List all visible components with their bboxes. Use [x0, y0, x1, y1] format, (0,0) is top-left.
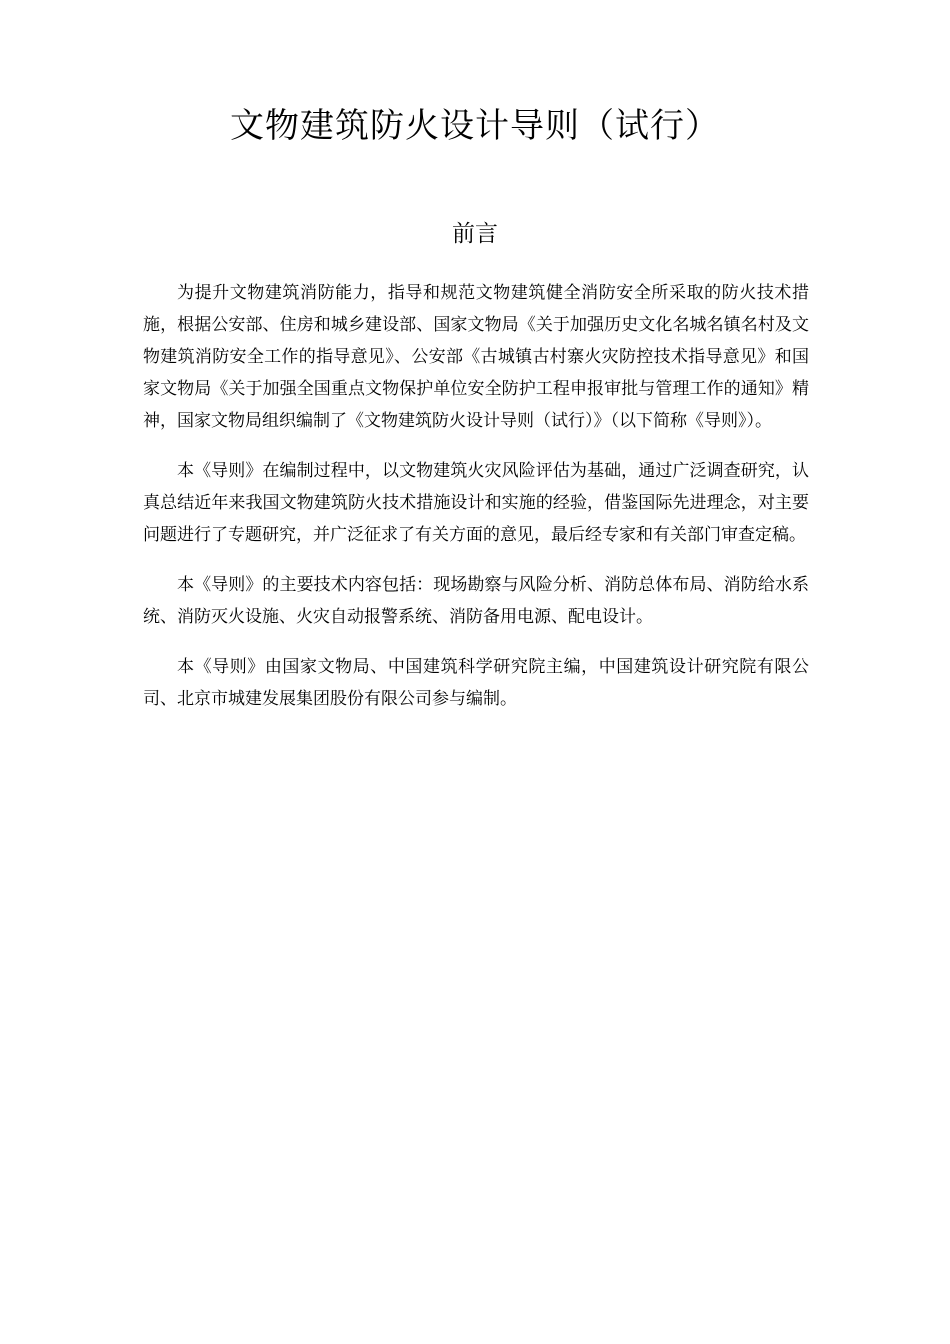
preface-body [143, 277, 809, 733]
section-heading-preface: 前言 [452, 221, 498, 247]
paragraph-3: 本《导则》的主要技术内容包括：现场勘察与风险分析、消防总体布局、消防给水系统、消防灭火设施、火灾自动报警系统、消防备用电源、配电设计。 [143, 575, 809, 627]
document-title: 文物建筑防火设计导则（试行） [230, 106, 720, 146]
paragraph-4: 本《导则》由国家文物局、中国建筑科学研究院主编，中国建筑设计研究院有限公司、北京市城建发展集团股份有限公司参与编制。 [143, 657, 809, 709]
paragraph-1: 为提升文物建筑消防能力，指导和规范文物建筑健全消防安全所采取的防火技术措施，根据公安部、住房和城乡建设部、国家文物局《关于加强历史文化名城名镇名村及文物建筑消防安全工作的指导意见》、公安部《古城镇古村寨火灾防控技术指导意见》和国家文物局《关于加强全国重点文物保护单位安全防护工程申报审批与管理工作的通知》精神，国家文物局组织编制了《文物建筑防火设计导则（试行）》（以下简称《导则》）。 [143, 283, 809, 431]
paragraph-2: 本《导则》在编制过程中，以文物建筑火灾风险评估为基础，通过广泛调查研究，认真总结近年来我国文物建筑防火技术措施设计和实施的经验，借鉴国际先进理念，对主要问题进行了专题研究，并广泛征求了有关方面的意见，最后经专家和有关部门审查定稿。 [143, 461, 809, 545]
